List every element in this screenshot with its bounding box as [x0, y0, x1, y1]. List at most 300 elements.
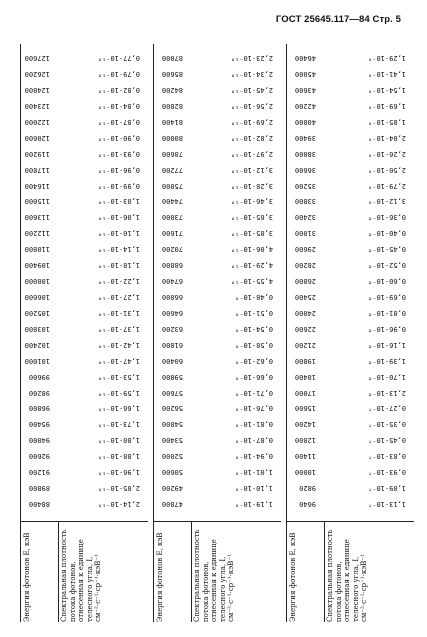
- table-cell: [215, 498, 273, 512]
- cell-value: 3,12·10⁻¹⁰: [230, 165, 273, 174]
- cell-value: 2,04·10⁻⁹: [368, 133, 406, 142]
- cell-value: 18400: [294, 372, 316, 381]
- table-cell: [215, 68, 273, 82]
- table-cell: [24, 180, 50, 194]
- cell-value: 36600: [294, 165, 316, 174]
- table-cell: [294, 291, 316, 305]
- cell-value: 10000: [294, 468, 316, 477]
- header-rule: [286, 521, 414, 522]
- table-cell: [82, 100, 140, 114]
- table-cell: [161, 418, 183, 432]
- cell-value: 0,93·10⁻¹⁰: [97, 149, 140, 158]
- cell-value: 0,94·10⁻⁹: [235, 452, 273, 461]
- cell-value: 46400: [294, 54, 316, 63]
- table-cell: [348, 323, 406, 337]
- cell-value: 3,85·10⁻¹⁰: [230, 229, 273, 238]
- cell-value: 25400: [294, 293, 316, 302]
- cell-value: 3,46·10⁻¹⁰: [230, 197, 273, 206]
- energy-column-header: Энергия фотонов E, кэВ: [289, 532, 297, 622]
- cell-value: 70200: [161, 245, 183, 254]
- cell-value: 2,05·10⁻¹⁰: [97, 484, 140, 493]
- cell-value: 2,50·10⁻⁹: [368, 165, 406, 174]
- table-cell: [161, 434, 183, 448]
- cell-value: 96800: [28, 404, 50, 413]
- cell-value: 0,51·10⁻⁹: [235, 308, 273, 317]
- table-cell: [294, 259, 316, 273]
- table-cell: [161, 450, 183, 464]
- cell-value: 0,27·10⁻⁷: [368, 404, 406, 413]
- table-cell: [348, 387, 406, 401]
- table-cell: [161, 211, 183, 225]
- table-cell: [24, 307, 50, 321]
- table-cell: [348, 211, 406, 225]
- cell-value: 110800: [24, 245, 50, 254]
- table-cell: [24, 100, 50, 114]
- table-cell: [348, 482, 406, 496]
- table-cell: [348, 275, 406, 289]
- cell-value: 91200: [28, 468, 50, 477]
- density-values: [215, 52, 273, 512]
- table-cell: [161, 52, 183, 66]
- cell-value: 74400: [161, 197, 183, 206]
- table-cell: [348, 402, 406, 416]
- table-cell: [348, 132, 406, 146]
- cell-value: 2,97·10⁻¹⁰: [230, 149, 273, 158]
- cell-value: 57600: [161, 388, 183, 397]
- table-cell: [82, 418, 140, 432]
- table-cell: [82, 498, 140, 512]
- cell-value: 11400: [294, 452, 316, 461]
- cell-value: 0,52·10⁻⁸: [368, 261, 406, 270]
- cell-value: 60400: [161, 356, 183, 365]
- cell-value: 3,12·10⁻⁹: [368, 197, 406, 206]
- table-cell: [294, 52, 316, 66]
- table-cell: [82, 68, 140, 82]
- cell-value: 0,54·10⁻⁹: [235, 324, 273, 333]
- table-cell: [161, 100, 183, 114]
- table-cell: [215, 52, 273, 66]
- table-cell: [82, 84, 140, 98]
- cell-value: 0,60·10⁻⁸: [368, 277, 406, 286]
- cell-value: 1,85·10⁻⁹: [368, 117, 406, 126]
- table-cell: [348, 450, 406, 464]
- cell-value: 1,80·10⁻¹⁰: [97, 436, 140, 445]
- cell-value: 43600: [294, 86, 316, 95]
- cell-value: 1,39·10⁻⁸: [368, 356, 406, 365]
- cell-value: 0,99·10⁻¹⁰: [97, 181, 140, 190]
- table-cell: [348, 355, 406, 369]
- cell-value: 1,31·10⁻¹⁰: [97, 308, 140, 317]
- cell-value: 52000: [161, 452, 183, 461]
- table-cell: [28, 434, 50, 448]
- table-cell: [215, 243, 273, 257]
- table-band-2: [153, 44, 281, 622]
- cell-value: 82800: [161, 101, 183, 110]
- cell-value: 0,96·10⁻⁸: [368, 324, 406, 333]
- table-cell: [82, 402, 140, 416]
- table-cell: [24, 68, 50, 82]
- table-cell: [24, 355, 50, 369]
- table-cell: [294, 100, 316, 114]
- cell-value: 119200: [24, 149, 50, 158]
- cell-value: 0,96·10⁻¹⁰: [97, 165, 140, 174]
- cell-value: 1,16·10⁻⁸: [368, 340, 406, 349]
- table-cell: [215, 164, 273, 178]
- header-divider: [58, 522, 59, 622]
- cell-value: 59000: [161, 372, 183, 381]
- cell-value: 2,13·10⁻⁸: [368, 388, 406, 397]
- cell-value: 64600: [161, 308, 183, 317]
- cell-value: 2,34·10⁻¹⁰: [230, 70, 273, 79]
- table-cell: [24, 84, 50, 98]
- table-cell: [24, 164, 50, 178]
- table-cell: [161, 307, 183, 321]
- table-cell: [161, 132, 183, 146]
- cell-value: 53400: [161, 436, 183, 445]
- energy-values: [24, 52, 50, 512]
- table-cell: [24, 275, 50, 289]
- cell-value: 1,54·10⁻⁹: [368, 86, 406, 95]
- table-cell: [215, 371, 273, 385]
- table-cell: [82, 450, 140, 464]
- cell-value: 113600: [24, 213, 50, 222]
- table-cell: [161, 68, 183, 82]
- cell-value: 22600: [294, 324, 316, 333]
- table-cell: [161, 402, 183, 416]
- table-cell: [161, 195, 183, 209]
- table-cell: [161, 148, 183, 162]
- header-rule: [153, 521, 281, 522]
- table-cell: [348, 100, 406, 114]
- cell-value: 1,73·10⁻¹⁰: [97, 420, 140, 429]
- table-cell: [348, 148, 406, 162]
- table-cell: [215, 211, 273, 225]
- cell-value: 95400: [28, 420, 50, 429]
- cell-value: 1,59·10⁻¹⁰: [97, 388, 140, 397]
- cell-value: 61800: [161, 340, 183, 349]
- cell-value: 87000: [161, 54, 183, 63]
- table-cell: [294, 275, 316, 289]
- cell-value: 54800: [161, 420, 183, 429]
- table-cell: [24, 339, 50, 353]
- cell-value: 9820: [299, 484, 316, 493]
- table-cell: [348, 434, 406, 448]
- cell-value: 0,35·10⁻⁷: [368, 420, 406, 429]
- energy-values: [294, 52, 316, 512]
- table-cell: [215, 482, 273, 496]
- cell-value: 0,69·10⁻⁸: [368, 293, 406, 302]
- table-cell: [294, 498, 316, 512]
- table-cell: [348, 164, 406, 178]
- cell-value: 0,79·10⁻¹⁰: [97, 70, 140, 79]
- table-cell: [161, 164, 183, 178]
- rotated-table-container: [20, 44, 414, 622]
- cell-value: 14200: [294, 420, 316, 429]
- table-cell: [294, 339, 316, 353]
- cell-value: 2,69·10⁻¹⁰: [230, 117, 273, 126]
- table-cell: [294, 68, 316, 82]
- cell-value: 3,65·10⁻¹⁰: [230, 213, 273, 222]
- energy-column-header: Энергия фотонов E, кэВ: [156, 532, 164, 622]
- cell-value: 1,01·10⁻⁹: [235, 468, 273, 477]
- cell-value: 77200: [161, 165, 183, 174]
- cell-value: 0,66·10⁻⁹: [235, 372, 273, 381]
- cell-value: 49200: [161, 484, 183, 493]
- table-cell: [294, 195, 316, 209]
- table-cell: [161, 323, 183, 337]
- cell-value: 1,13·10⁻⁷: [368, 500, 406, 508]
- table-cell: [215, 84, 273, 98]
- table-cell: [82, 339, 140, 353]
- table-cell: [294, 116, 316, 130]
- table-cell: [294, 243, 316, 257]
- table-cell: [348, 52, 406, 66]
- table-cell: [348, 243, 406, 257]
- table-cell: [348, 180, 406, 194]
- table-cell: [82, 307, 140, 321]
- density-values: [348, 52, 406, 512]
- cell-value: 1,66·10⁻¹⁰: [97, 404, 140, 413]
- table-cell: [28, 402, 50, 416]
- cell-value: 4,55·10⁻¹⁰: [230, 277, 273, 286]
- table-cell: [82, 466, 140, 480]
- cell-value: 103800: [24, 324, 50, 333]
- cell-value: 1,14·10⁻¹⁰: [97, 245, 140, 254]
- cell-value: 42200: [294, 101, 316, 110]
- table-cell: [82, 164, 140, 178]
- cell-value: 0,45·10⁻⁸: [368, 245, 406, 254]
- table-cell: [161, 387, 183, 401]
- cell-value: 0,77·10⁻¹⁰: [97, 54, 140, 63]
- cell-value: 75800: [161, 181, 183, 190]
- table-cell: [28, 387, 50, 401]
- cell-value: 63200: [161, 324, 183, 333]
- cell-value: 0,82·10⁻¹⁰: [97, 86, 140, 95]
- cell-value: 1,10·10⁻¹⁰: [97, 229, 140, 238]
- cell-value: 31000: [294, 229, 316, 238]
- table-cell: [24, 116, 50, 130]
- cell-value: 73000: [161, 213, 183, 222]
- cell-value: 1,09·10⁻⁷: [368, 484, 406, 493]
- table-cell: [348, 418, 406, 432]
- table-cell: [294, 418, 316, 432]
- table-cell: [348, 371, 406, 385]
- table-cell: [348, 227, 406, 241]
- table-cell: [24, 132, 50, 146]
- table-band-3: [20, 44, 148, 622]
- cell-value: 66000: [161, 293, 183, 302]
- table-cell: [82, 371, 140, 385]
- cell-value: 89800: [28, 484, 50, 493]
- table-cell: [294, 387, 316, 401]
- table-cell: [294, 402, 316, 416]
- table-cell: [161, 180, 183, 194]
- table-cell: [24, 291, 50, 305]
- table-cell: [24, 148, 50, 162]
- cell-value: 126200: [24, 70, 50, 79]
- cell-value: 56200: [161, 404, 183, 413]
- table-cell: [348, 84, 406, 98]
- density-values: [82, 52, 140, 512]
- cell-value: 50600: [161, 468, 183, 477]
- cell-value: 1,03·10⁻¹⁰: [97, 197, 140, 206]
- cell-value: 2,79·10⁻⁹: [368, 181, 406, 190]
- photon-flux-table: [20, 44, 414, 622]
- cell-value: 117800: [24, 165, 50, 174]
- table-cell: [215, 339, 273, 353]
- cell-value: 0,58·10⁻⁹: [235, 340, 273, 349]
- table-cell: [348, 307, 406, 321]
- table-cell: [28, 450, 50, 464]
- cell-value: 47800: [161, 500, 183, 508]
- cell-value: 1,47·10⁻¹⁰: [97, 356, 140, 365]
- cell-value: 112200: [24, 229, 50, 238]
- table-cell: [161, 116, 183, 130]
- cell-value: 106600: [24, 293, 50, 302]
- table-cell: [215, 259, 273, 273]
- table-cell: [161, 275, 183, 289]
- cell-value: 1,96·10⁻¹⁰: [97, 468, 140, 477]
- cell-value: 1,41·10⁻⁹: [368, 70, 406, 79]
- table-cell: [82, 323, 140, 337]
- table-cell: [161, 291, 183, 305]
- cell-value: 120600: [24, 133, 50, 142]
- table-cell: [161, 482, 183, 496]
- table-cell: [82, 355, 140, 369]
- spectral-density-column-header: Спектральная плотность потока фотонов, отнесенная к единице телесного угла, I, см⁻²·с⁻¹·ср⁻¹·кэВ⁻¹: [60, 529, 103, 622]
- table-cell: [294, 132, 316, 146]
- cell-value: 0,71·10⁻⁹: [235, 388, 273, 397]
- cell-value: 38000: [294, 149, 316, 158]
- cell-value: 1,29·10⁻⁹: [368, 54, 406, 63]
- cell-value: 33800: [294, 197, 316, 206]
- table-cell: [215, 180, 273, 194]
- cell-value: 80000: [161, 133, 183, 142]
- table-cell: [161, 259, 183, 273]
- table-cell: [294, 434, 316, 448]
- table-cell: [24, 195, 50, 209]
- table-cell: [348, 195, 406, 209]
- cell-value: 99600: [28, 372, 50, 381]
- table-cell: [82, 195, 140, 209]
- cell-value: 0,87·10⁻⁹: [235, 436, 273, 445]
- cell-value: 3,28·10⁻¹⁰: [230, 181, 273, 190]
- table-cell: [215, 100, 273, 114]
- cell-value: 102400: [24, 340, 50, 349]
- table-cell: [294, 466, 316, 480]
- table-cell: [24, 52, 50, 66]
- table-cell: [215, 387, 273, 401]
- table-cell: [82, 291, 140, 305]
- header-divider: [324, 522, 325, 622]
- cell-value: 116400: [24, 181, 50, 190]
- energy-values: [161, 52, 183, 512]
- table-cell: [294, 227, 316, 241]
- cell-value: 1,27·10⁻¹⁰: [97, 293, 140, 302]
- cell-value: 124800: [24, 86, 50, 95]
- table-cell: [82, 52, 140, 66]
- table-cell: [294, 450, 316, 464]
- table-cell: [82, 259, 140, 273]
- table-cell: [294, 307, 316, 321]
- cell-value: 1,37·10⁻¹⁰: [97, 324, 140, 333]
- cell-value: 0,87·10⁻¹⁰: [97, 117, 140, 126]
- spectral-density-column-header: Спектральная плотность потока фотонов, отнесенная к единице телесного угла, I, см⁻²·с⁻¹·ср⁻¹·кэВ⁻¹: [193, 529, 236, 622]
- table-cell: [215, 116, 273, 130]
- cell-value: 0,93·10⁻⁷: [368, 468, 406, 477]
- table-cell: [215, 418, 273, 432]
- cell-value: 1,42·10⁻¹⁰: [97, 340, 140, 349]
- cell-value: 1,06·10⁻¹⁰: [97, 213, 140, 222]
- table-band-1: [286, 44, 414, 622]
- table-cell: [161, 371, 183, 385]
- cell-value: 9640: [299, 500, 316, 508]
- table-cell: [348, 116, 406, 130]
- table-cell: [24, 243, 50, 257]
- table-cell: [24, 227, 50, 241]
- cell-value: 1,18·10⁻¹⁰: [97, 261, 140, 270]
- cell-value: 101000: [24, 356, 50, 365]
- cell-value: 85600: [161, 70, 183, 79]
- table-cell: [161, 243, 183, 257]
- header-rule: [20, 521, 148, 522]
- cell-value: 115000: [24, 197, 50, 206]
- table-cell: [161, 355, 183, 369]
- table-cell: [28, 482, 50, 496]
- cell-value: 0,48·10⁻⁹: [235, 293, 273, 302]
- cell-value: 0,45·10⁻⁷: [368, 436, 406, 445]
- table-cell: [348, 259, 406, 273]
- table-cell: [28, 418, 50, 432]
- table-cell: [82, 227, 140, 241]
- cell-value: 2,23·10⁻¹⁰: [230, 54, 273, 63]
- cell-value: 0,84·10⁻¹⁰: [97, 101, 140, 110]
- table-cell: [215, 402, 273, 416]
- table-cell: [294, 482, 316, 496]
- table-cell: [294, 323, 316, 337]
- table-cell: [82, 434, 140, 448]
- cell-value: 81400: [161, 117, 183, 126]
- cell-value: 92600: [28, 452, 50, 461]
- spectral-density-column-header: Спектральная плотность потока фотонов, отнесенная к единице телесного угла, I, см⁻²·с⁻¹·ср⁻¹·кэВ⁻¹: [326, 529, 369, 622]
- cell-value: 1,69·10⁻⁹: [368, 101, 406, 110]
- cell-value: 0,81·10⁻⁸: [368, 308, 406, 317]
- table-cell: [28, 466, 50, 480]
- cell-value: 35200: [294, 181, 316, 190]
- cell-value: 0,76·10⁻⁹: [235, 404, 273, 413]
- table-cell: [215, 195, 273, 209]
- table-cell: [161, 84, 183, 98]
- table-cell: [161, 339, 183, 353]
- cell-value: 123400: [24, 101, 50, 110]
- cell-value: 71600: [161, 229, 183, 238]
- cell-value: 67400: [161, 277, 183, 286]
- cell-value: 26800: [294, 277, 316, 286]
- cell-value: 4,29·10⁻¹⁰: [230, 261, 273, 270]
- table-cell: [82, 243, 140, 257]
- table-cell: [161, 498, 183, 512]
- table-cell: [82, 132, 140, 146]
- table-cell: [161, 466, 183, 480]
- cell-value: 109400: [24, 261, 50, 270]
- table-cell: [24, 259, 50, 273]
- table-cell: [215, 307, 273, 321]
- table-cell: [82, 211, 140, 225]
- table-cell: [215, 291, 273, 305]
- cell-value: 24000: [294, 308, 316, 317]
- cell-value: 2,26·10⁻⁹: [368, 149, 406, 158]
- table-cell: [215, 450, 273, 464]
